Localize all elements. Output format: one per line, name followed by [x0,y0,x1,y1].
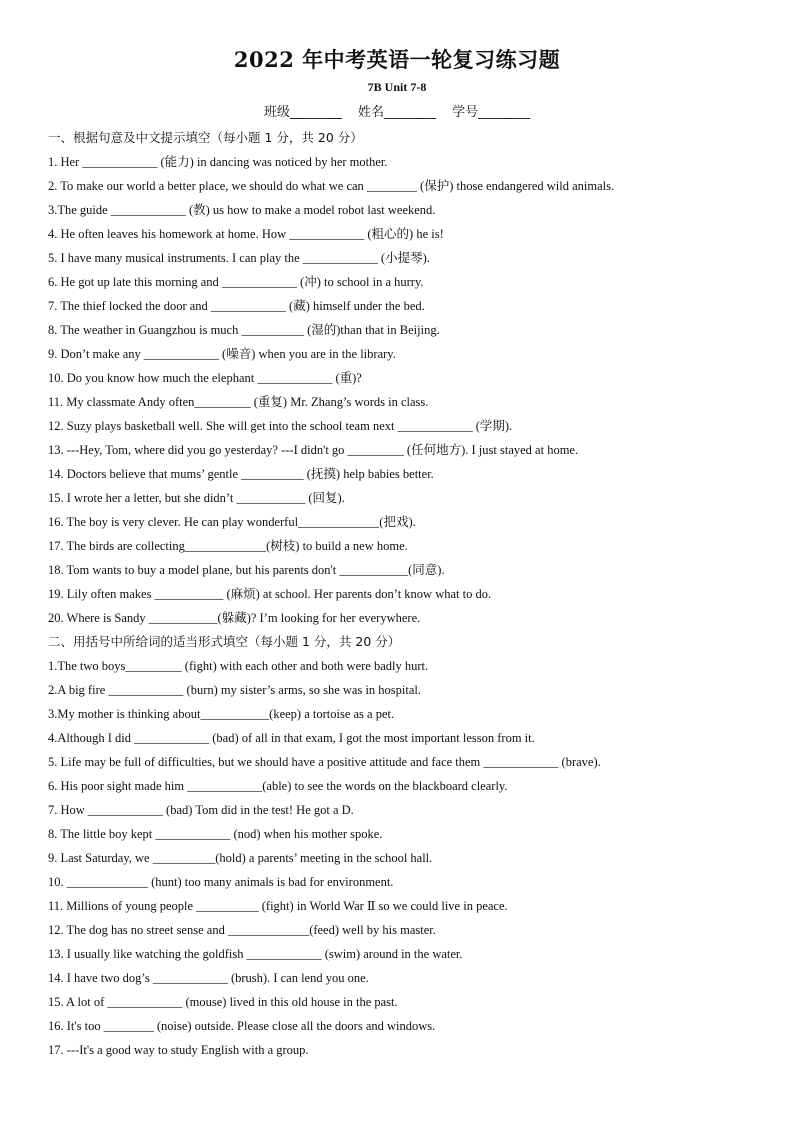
question-item: 3.The guide ____________ (教) us how to make a model robot last weekend. [48,203,436,217]
question-item: 1.The two boys_________ (fight) with each other and both were badly hurt. [48,659,429,673]
section-1-list [48,150,748,630]
question-item: 12. Suzy plays basketball well. She will get into the school team next ____________ (学期). [48,419,513,433]
student-number-field: 学号________ [452,105,531,120]
name-field: 姓名________ [357,105,436,120]
question-item: 16. The boy is very clever. He can play wonderful_____________(把戏). [48,515,416,529]
section-1-heading: 一、根据句意及中文提示填空（每小题 1 分，共 20 分） [48,130,363,145]
question-item: 10. Do you know how much the elephant ____________ (重)? [48,371,362,385]
question-item: 14. I have two dog’s ____________ (brush). I can lend you one. [48,971,369,985]
question-item: 20. Where is Sandy ___________(躲藏)? I’m looking for her everywhere. [48,611,421,625]
question-item: 9. Last Saturday, we __________(hold) a parents’ meeting in the school hall. [48,851,433,865]
section-2-heading: 二、用括号中所给词的适当形式填空（每小题 1 分，共 20 分） [48,634,401,649]
question-item: 16. It's too ________ (noise) outside. Please close all the doors and windows. [48,1019,436,1033]
question-item: 11. Millions of young people __________ (fight) in World War Ⅱ so we could live in peace. [48,899,508,913]
question-item: 19. Lily often makes ___________ (麻烦) at school. Her parents don’t know what to do. [48,587,492,601]
question-item: 2. To make our world a better place, we should do what we can ________ (保护) those endangered wild animals. [48,179,615,193]
unit-subtitle: 7B Unit 7-8 [367,80,427,94]
question-item: 6. His poor sight made him ____________(able) to see the words on the blackboard clearly. [48,779,508,793]
question-item: 7. The thief locked the door and ____________ (藏) himself under the bed. [48,299,425,313]
question-item: 5. Life may be full of difficulties, but we should have a positive attitude and face them ____________ (brave). [48,755,601,769]
question-item: 3.My mother is thinking about___________(keep) a tortoise as a pet. [48,707,395,721]
question-item: 4. He often leaves his homework at home. How ____________ (粗心的) he is! [48,227,444,241]
question-item: 18. Tom wants to buy a model plane, but his parents don't ___________(同意). [48,563,445,577]
question-item: 17. ---It's a good way to study English with a group. [48,1043,309,1057]
question-item: 4.Although I did ____________ (bad) of all in that exam, I got the most important lesson from it. [48,731,535,745]
question-item: 14. Doctors believe that mums’ gentle __________ (抚摸) help babies better. [48,467,434,481]
question-item: 9. Don’t make any ____________ (噪音) when you are in the library. [48,347,396,361]
question-item: 8. The weather in Guangzhou is much __________ (湿的)than that in Beijing. [48,323,440,337]
question-item: 17. The birds are collecting_____________(树枝) to build a new home. [48,539,408,553]
exercise-content [48,126,748,1062]
question-item: 12. The dog has no street sense and _____________(feed) well by his master. [48,923,436,937]
section-2-list [48,654,748,1062]
question-item: 15. I wrote her a letter, but she didn’t ___________ (回复). [48,491,345,505]
question-item: 13. ---Hey, Tom, where did you go yesterday? ---I didn't go _________ (任何地方). I just stayed at home. [48,443,579,457]
question-item: 15. A lot of ____________ (mouse) lived in this old house in the past. [48,995,398,1009]
question-item: 8. The little boy kept ____________ (nod) when his mother spoke. [48,827,383,841]
question-item: 5. I have many musical instruments. I can play the ____________ (小提琴). [48,251,430,265]
question-item: 10. _____________ (hunt) too many animals is bad for environment. [48,875,394,889]
student-info-line [0,101,794,120]
question-item: 6. He got up late this morning and ____________ (冲) to school in a hurry. [48,275,424,289]
question-item: 13. I usually like watching the goldfish ____________ (swim) around in the water. [48,947,463,961]
question-item: 2.A big fire ____________ (burn) my sister’s arms, so she was in hospital. [48,683,421,697]
question-item: 1. Her ____________ (能力) in dancing was noticed by her mother. [48,155,388,169]
page-title: 2022 年中考英语一轮复习练习题 [233,47,561,72]
question-item: 11. My classmate Andy often_________ (重复) Mr. Zhang’s words in class. [48,395,429,409]
class-field: 班级________ [263,105,342,120]
question-item: 7. How ____________ (bad) Tom did in the test! He got a D. [48,803,354,817]
